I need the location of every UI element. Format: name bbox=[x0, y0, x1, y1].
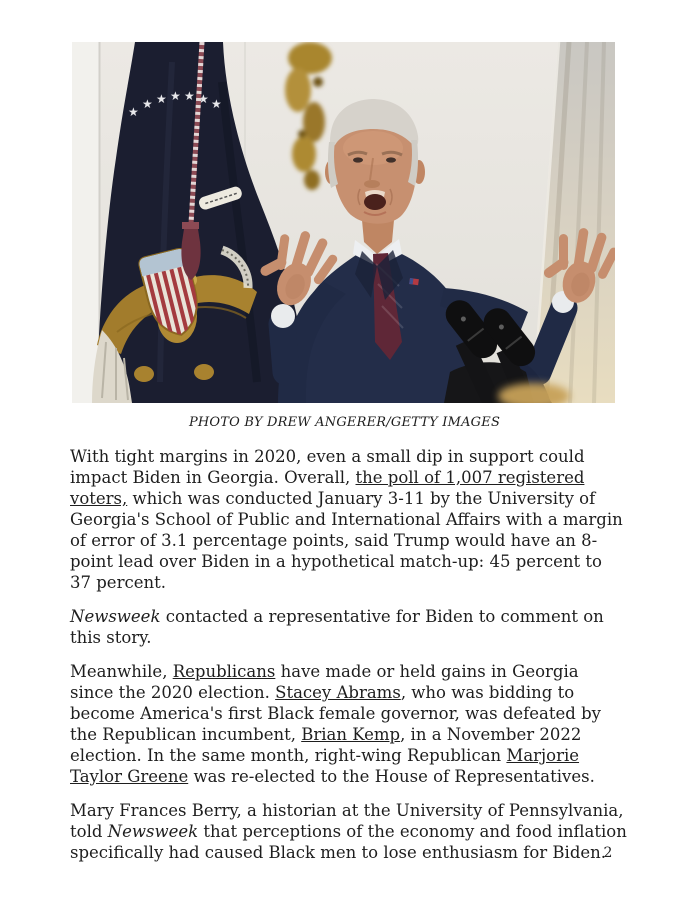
svg-text:★: ★ bbox=[198, 92, 209, 106]
article-body bbox=[70, 446, 627, 876]
body-text: contacted a representative for Biden to comment on this story. bbox=[70, 607, 604, 647]
body-text: With tight margins in 2020, even a small dip in support could impact Biden in Georgia. Overall, bbox=[70, 447, 585, 487]
body-text: , who was bidding to become America's first Black female governor, was defeated by the Republican incumbent, bbox=[70, 683, 601, 744]
biden-photo-illustration bbox=[72, 42, 615, 403]
left-eye bbox=[353, 157, 363, 162]
inline-link[interactable]: Stacey Abrams bbox=[275, 683, 401, 702]
svg-text:★: ★ bbox=[170, 89, 181, 103]
paragraph bbox=[70, 800, 627, 863]
svg-text:★: ★ bbox=[184, 89, 195, 103]
body-text: that perceptions of the economy and food inflation specifically had caused Black men to lose enthusiasm for Biden. bbox=[70, 822, 627, 862]
inline-link[interactable]: the poll of 1,007 registered voters, bbox=[70, 468, 585, 508]
svg-text:★: ★ bbox=[211, 97, 222, 111]
italic-text: Newsweek bbox=[70, 607, 161, 626]
paragraph bbox=[70, 606, 627, 648]
paragraph bbox=[70, 661, 627, 787]
paragraph bbox=[70, 446, 627, 593]
body-text: which was conducted January 3-11 by the University of Georgia's School of Public and International Affairs with a margin of error of 3.1 percentage points, said Trump would have an 8-point lead over Biden in a hypothetical match-up: 45 percent to 37 percent. bbox=[70, 489, 623, 592]
svg-text:★: ★ bbox=[156, 92, 167, 106]
flag-lapel-pin bbox=[409, 278, 419, 285]
svg-text:★: ★ bbox=[128, 105, 139, 119]
inline-link[interactable]: Marjorie Taylor Greene bbox=[70, 746, 580, 786]
right-eye bbox=[386, 157, 396, 162]
body-text: , in a November 2022 election. In the same month, right-wing Republican bbox=[70, 725, 582, 765]
body-text: Meanwhile, bbox=[70, 662, 173, 681]
left-shirt-cuff bbox=[271, 304, 295, 328]
article-photo bbox=[72, 42, 615, 403]
body-text: Mary Frances Berry, a historian at the University of Pennsylvania, told bbox=[70, 801, 624, 841]
open-mouth bbox=[364, 194, 386, 210]
inline-link[interactable]: Republicans bbox=[172, 662, 276, 681]
page-number: 2 bbox=[603, 845, 613, 861]
wall-panel-strip bbox=[72, 42, 99, 403]
italic-text: Newsweek bbox=[107, 822, 199, 841]
body-text: have made or held gains in Georgia since the 2020 election. bbox=[70, 662, 579, 702]
svg-text:★: ★ bbox=[142, 97, 153, 111]
photo-caption: PHOTO BY DREW ANGERER/GETTY IMAGES bbox=[188, 415, 501, 430]
body-text: was re-elected to the House of Representatives. bbox=[188, 767, 595, 786]
inline-link[interactable]: Brian Kemp bbox=[301, 725, 401, 744]
